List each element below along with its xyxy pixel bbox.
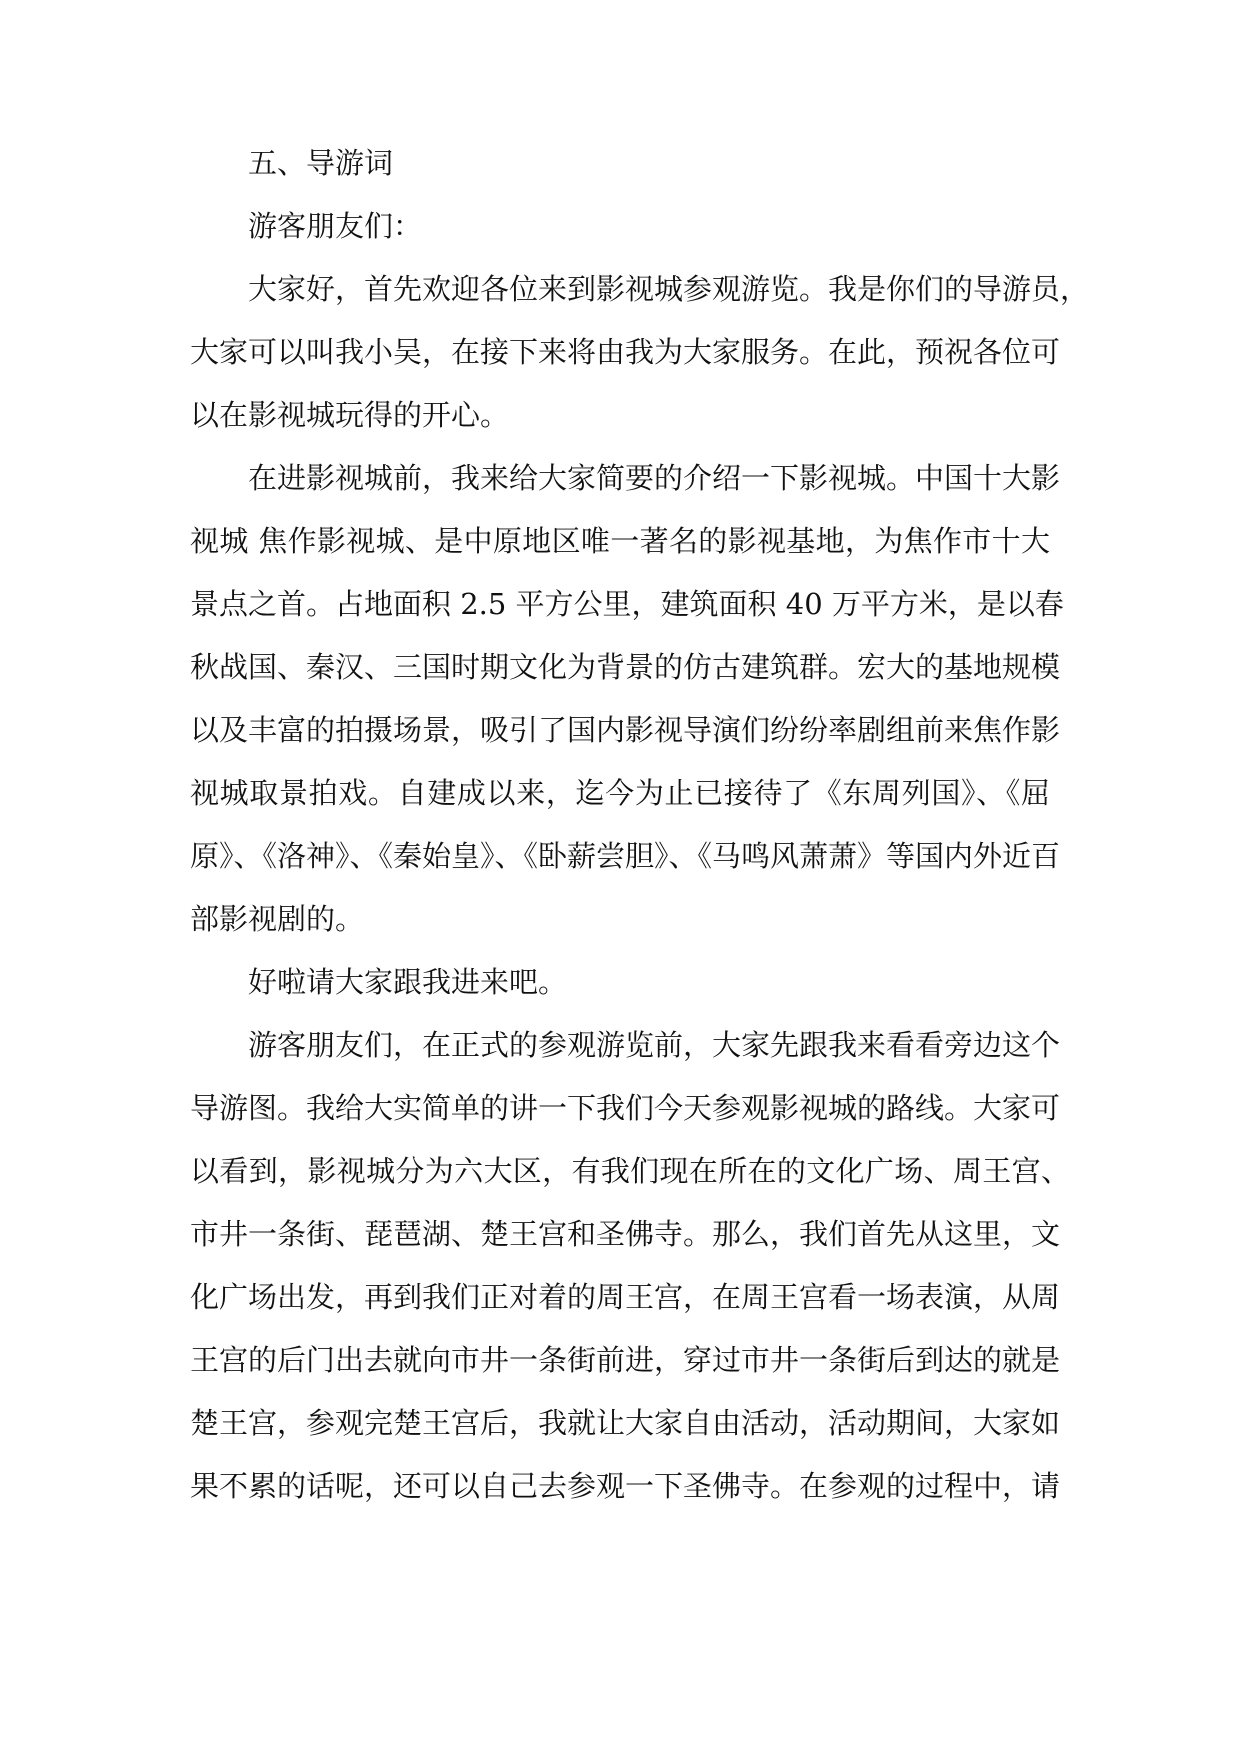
paragraph-line: 大家好，首先欢迎各位来到影视城参观游览。我是你们的导游员， xyxy=(248,272,1090,306)
section-heading xyxy=(0,133,1241,193)
section-heading-text: 五、导游词 xyxy=(248,146,394,180)
text-line xyxy=(0,1393,1241,1453)
paragraph-line: 导游图。我给大实简单的讲一下我们今天参观影视城的路线。大家可 xyxy=(190,1091,1061,1125)
text-line xyxy=(0,1204,1241,1264)
text-line xyxy=(0,700,1241,760)
text-line xyxy=(0,1330,1241,1390)
text-line xyxy=(0,889,1241,949)
text-line xyxy=(0,322,1241,382)
text-line xyxy=(0,1015,1241,1075)
text-line xyxy=(0,1456,1241,1516)
paragraph-line: 视城取景拍戏。自建成以来，迄今为止已接待了《东周列国》、《屈 xyxy=(190,776,1050,810)
paragraph-line: 好啦请大家跟我进来吧。 xyxy=(248,965,568,999)
paragraph-line: 大家可以叫我小吴，在接下来将由我为大家服务。在此，预祝各位可 xyxy=(190,335,1061,369)
paragraph-line: 楚王宫，参观完楚王宫后，我就让大家自由活动，活动期间，大家如 xyxy=(190,1406,1061,1440)
paragraph-line: 以及丰富的拍摄场景，吸引了国内影视导演们纷纷率剧组前来焦作影 xyxy=(190,713,1061,747)
text-line xyxy=(0,385,1241,445)
text-line xyxy=(0,574,1241,634)
text-line xyxy=(0,952,1241,1012)
paragraph-line: 原》、《洛神》、《秦始皇》、《卧薪尝胆》、《马鸣风萧萧》等国内外近百 xyxy=(190,839,1061,873)
salutation-text: 游客朋友们： xyxy=(248,209,423,243)
text-line xyxy=(0,1267,1241,1327)
text-line xyxy=(0,1141,1241,1201)
text-line xyxy=(0,259,1241,319)
text-line xyxy=(0,448,1241,508)
paragraph-line: 在进影视城前，我来给大家简要的介绍一下影视城。中国十大影 xyxy=(248,461,1061,495)
text-line xyxy=(0,826,1241,886)
paragraph-line: 景点之首。占地面积 2.5 平方公里，建筑面积 40 万平方米，是以春 xyxy=(190,587,1064,621)
text-line xyxy=(0,637,1241,697)
paragraph-line: 化广场出发，再到我们正对着的周王宫，在周王宫看一场表演，从周 xyxy=(190,1280,1061,1314)
paragraph-line: 以在影视城玩得的开心。 xyxy=(190,398,510,432)
paragraph-line: 王宫的后门出去就向市井一条街前进，穿过市井一条街后到达的就是 xyxy=(190,1343,1061,1377)
text-line xyxy=(0,196,1241,256)
text-line xyxy=(0,511,1241,571)
paragraph-line: 视城 焦作影视城、是中原地区唯一著名的影视基地，为焦作市十大 xyxy=(190,524,1050,558)
text-line xyxy=(0,1078,1241,1138)
paragraph-line: 游客朋友们，在正式的参观游览前，大家先跟我来看看旁边这个 xyxy=(248,1028,1061,1062)
text-line xyxy=(0,763,1241,823)
paragraph-line: 以看到，影视城分为六大区，有我们现在所在的文化广场、周王宫、 xyxy=(190,1154,1070,1188)
paragraph-line: 市井一条街、琵琶湖、楚王宫和圣佛寺。那么，我们首先从这里，文 xyxy=(190,1217,1061,1251)
paragraph-line: 秋战国、秦汉、三国时期文化为背景的仿古建筑群。宏大的基地规模 xyxy=(190,650,1061,684)
paragraph-line: 部影视剧的。 xyxy=(190,902,365,936)
paragraph-line: 果不累的话呢，还可以自己去参观一下圣佛寺。在参观的过程中，请 xyxy=(190,1469,1061,1503)
